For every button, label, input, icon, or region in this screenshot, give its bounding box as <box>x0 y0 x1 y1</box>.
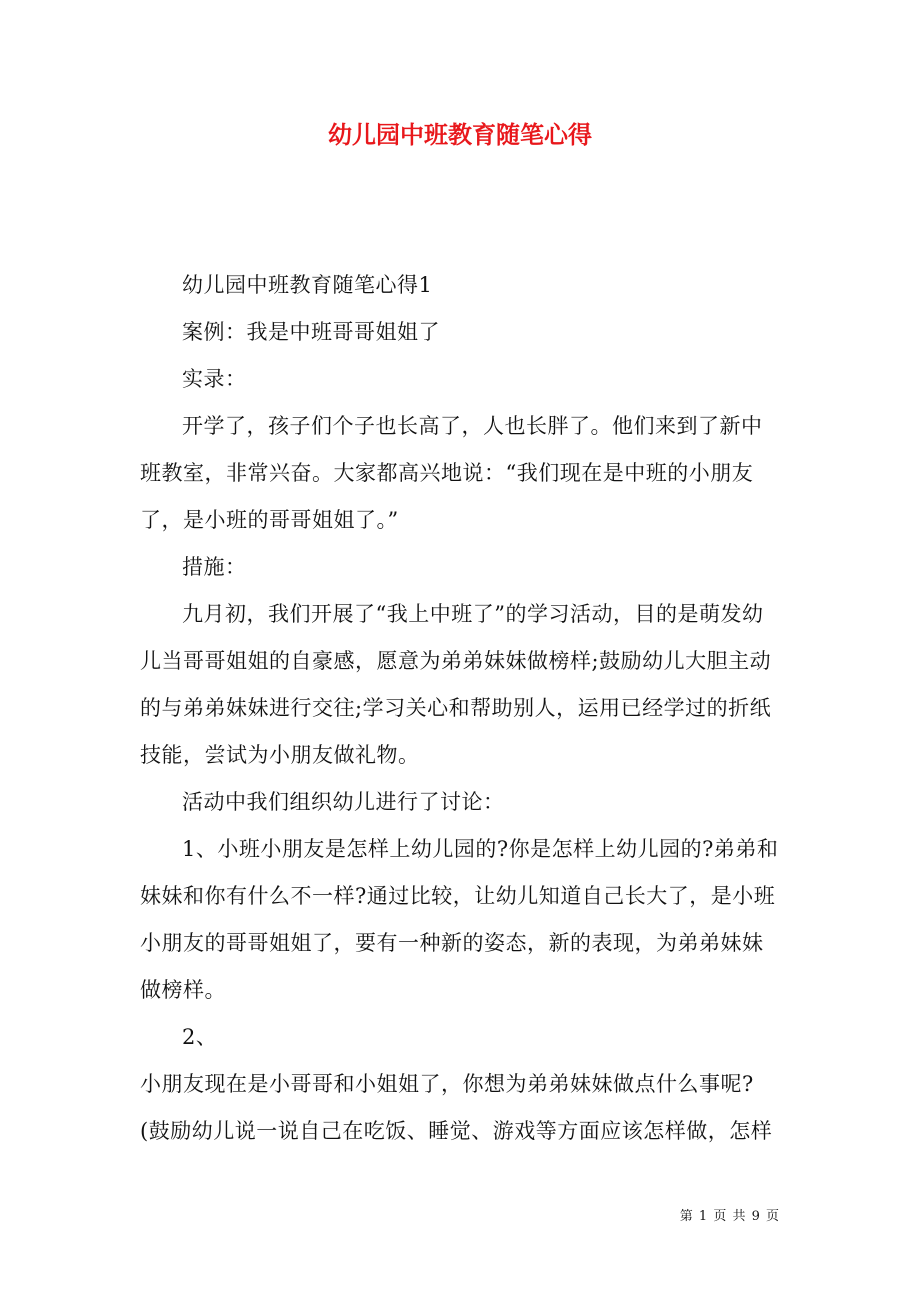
document-title: 幼儿园中班教育随笔心得 <box>328 120 592 149</box>
paragraph: 实录： <box>182 367 247 391</box>
paragraph: 九月初，我们开展了“我上中班了”的学习活动，目的是萌发幼儿当哥哥姐姐的自豪感，愿意为弟弟妹妹做榜样;鼓励幼儿大胆主动的与弟弟妹妹进行交往;学习关心和帮助别人，运用已经学过的折纸技能，尝试为小朋友做礼物。 <box>140 602 772 767</box>
paragraph: 开学了，孩子们个子也长高了，人也长胖了。他们来到了新中班教室，非常兴奋。大家都高兴地说：“我们现在是中班的小朋友了，是小班的哥哥姐姐了。” <box>140 414 763 532</box>
paragraph: 案例：我是中班哥哥姐姐了 <box>182 320 440 344</box>
paragraph: 幼儿园中班教育随笔心得1 <box>182 273 433 297</box>
paragraph: 措施： <box>182 555 247 579</box>
paragraph: 活动中我们组织幼儿进行了讨论： <box>182 790 505 814</box>
paragraph: 2、 <box>182 1025 218 1049</box>
paragraph: 1、小班小朋友是怎样上幼儿园的?你是怎样上幼儿园的?弟弟和妹妹和你有什么不一样?通过比较，让幼儿知道自己长大了，是小班小朋友的哥哥姐姐了，要有一种新的姿态，新的表现，为弟弟妹妹做榜样。 <box>140 837 779 1002</box>
paragraph: 小朋友现在是小哥哥和小姐姐了，你想为弟弟妹妹做点什么事呢?(鼓励幼儿说一说自己在吃饭、睡觉、游戏等方面应该怎样做，怎样 <box>140 1072 773 1143</box>
page-number-footer: 第 1 页 共 9 页 <box>679 1209 780 1224</box>
document-body <box>140 262 780 1155</box>
